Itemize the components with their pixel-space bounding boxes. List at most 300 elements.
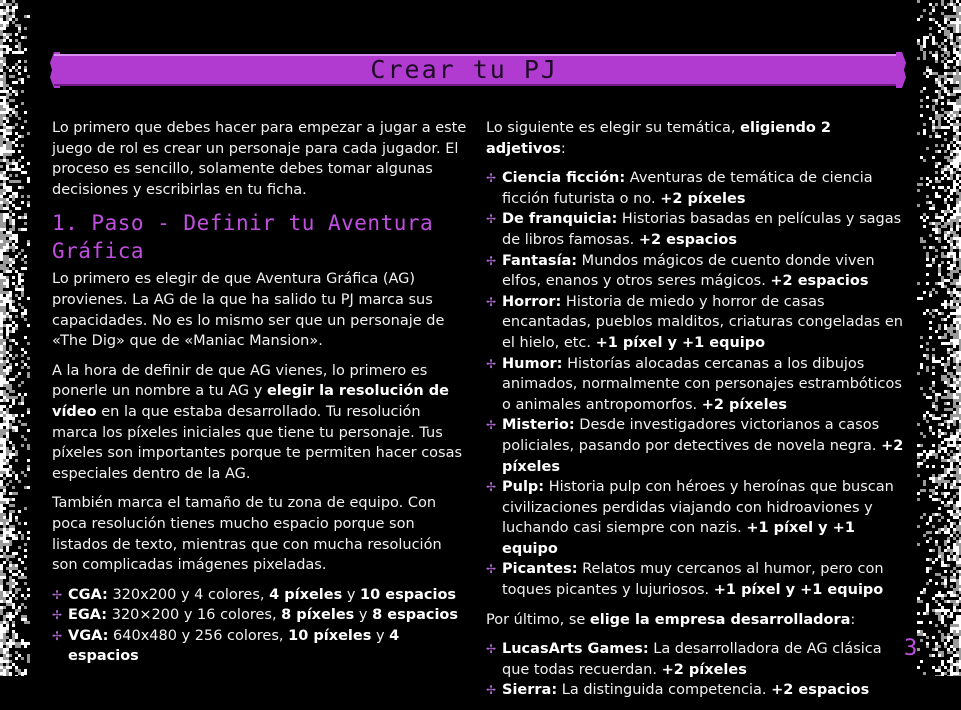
noise-pixel: [0, 378, 3, 381]
noise-pixel: [6, 12, 9, 15]
noise-pixel: [6, 591, 9, 594]
noise-pixel: [0, 141, 3, 144]
noise-pixel: [944, 528, 947, 531]
noise-pixel: [944, 51, 947, 54]
noise-pixel: [15, 207, 18, 210]
noise-pixel: [944, 48, 947, 51]
noise-pixel: [941, 48, 944, 51]
noise-pixel: [956, 36, 959, 39]
noise-pixel: [953, 549, 956, 552]
noise-pixel: [3, 81, 6, 84]
noise-pixel: [944, 150, 947, 153]
noise-pixel: [941, 312, 944, 315]
noise-pixel: [21, 51, 24, 54]
noise-pixel: [12, 222, 15, 225]
noise-pixel: [0, 189, 3, 192]
noise-pixel: [24, 261, 27, 264]
noise-pixel: [21, 576, 24, 579]
noise-pixel: [3, 108, 6, 111]
noise-pixel: [953, 591, 956, 594]
noise-pixel: [917, 456, 920, 459]
noise-pixel: [923, 591, 926, 594]
noise-pixel: [3, 291, 6, 294]
noise-pixel: [3, 423, 6, 426]
noise-pixel: [0, 111, 3, 114]
developer-intro: [486, 610, 904, 631]
noise-pixel: [0, 630, 3, 633]
noise-pixel: [3, 399, 6, 402]
noise-pixel: [932, 597, 935, 600]
noise-pixel: [6, 594, 9, 597]
noise-pixel: [956, 564, 959, 567]
noise-pixel: [6, 414, 9, 417]
noise-pixel: [944, 363, 947, 366]
noise-pixel: [950, 420, 953, 423]
noise-pixel: [0, 573, 3, 576]
noise-pixel: [3, 0, 6, 3]
noise-pixel: [938, 612, 941, 615]
noise-pixel: [950, 636, 953, 639]
noise-pixel: [0, 60, 3, 63]
noise-pixel: [6, 120, 9, 123]
noise-pixel: [21, 573, 24, 576]
theme-intro: [486, 118, 904, 159]
noise-pixel: [6, 294, 9, 297]
noise-pixel: [950, 663, 953, 666]
noise-pixel: [953, 66, 956, 69]
noise-pixel: [953, 513, 956, 516]
noise-pixel: [941, 621, 944, 624]
noise-pixel: [24, 486, 27, 489]
noise-pixel: [0, 252, 3, 255]
noise-pixel: [24, 423, 27, 426]
noise-pixel: [956, 282, 959, 285]
noise-pixel: [27, 459, 30, 462]
noise-pixel: [18, 672, 21, 675]
noise-pixel: [9, 618, 12, 621]
noise-pixel: [0, 312, 3, 315]
noise-pixel: [917, 57, 920, 60]
noise-pixel: [956, 453, 959, 456]
noise-pixel: [944, 420, 947, 423]
noise-pixel: [24, 312, 27, 315]
text: en la que estaba desarrollado. Tu resolución marca los píxeles iniciales que tiene tu personaje. Tus píxeles son importantes porque te permiten hacer cosas especiales dentro de la AG.: [52, 403, 463, 482]
noise-pixel: [956, 246, 959, 249]
noise-pixel: [950, 339, 953, 342]
noise-pixel: [950, 111, 953, 114]
noise-pixel: [12, 492, 15, 495]
noise-pixel: [956, 132, 959, 135]
noise-pixel: [956, 201, 959, 204]
noise-pixel: [944, 369, 947, 372]
noise-pixel: [938, 264, 941, 267]
noise-pixel: [950, 330, 953, 333]
noise-pixel: [6, 447, 9, 450]
noise-pixel: [941, 261, 944, 264]
noise-pixel: [24, 522, 27, 525]
noise-pixel: [15, 3, 18, 6]
noise-pixel: [953, 672, 956, 675]
noise-pixel: [920, 240, 923, 243]
noise-pixel: [950, 384, 953, 387]
item-desc: Aventuras de temática de ciencia ficción futurista o no.: [502, 170, 873, 207]
noise-pixel: [24, 318, 27, 321]
noise-pixel: [3, 447, 6, 450]
noise-pixel: [0, 438, 3, 441]
noise-pixel: [6, 372, 9, 375]
noise-pixel: [9, 615, 12, 618]
noise-pixel: [3, 246, 6, 249]
noise-pixel: [932, 228, 935, 231]
noise-pixel: [941, 219, 944, 222]
noise-pixel: [0, 342, 3, 345]
noise-pixel: [956, 279, 959, 282]
noise-pixel: [6, 396, 9, 399]
noise-pixel: [935, 669, 938, 672]
noise-pixel: [24, 582, 27, 585]
noise-pixel: [956, 663, 959, 666]
noise-pixel: [950, 159, 953, 162]
noise-pixel: [0, 69, 3, 72]
noise-pixel: [956, 18, 959, 21]
noise-pixel: [950, 291, 953, 294]
noise-pixel: [0, 522, 3, 525]
noise-pixel: [950, 246, 953, 249]
item-bonus: +1 píxel y +1 equipo: [595, 334, 766, 351]
noise-pixel: [6, 189, 9, 192]
noise-pixel: [941, 558, 944, 561]
noise-pixel: [935, 81, 938, 84]
noise-pixel: [932, 9, 935, 12]
noise-pixel: [944, 495, 947, 498]
noise-pixel: [27, 444, 30, 447]
item-desc: 640x480 y 256 colores,: [108, 627, 289, 644]
item-desc: Historías alocadas cercanas a los dibujos animados, normalmente con personajes estrambóticos o animales antropomorfos.: [502, 355, 902, 413]
noise-pixel: [932, 108, 935, 111]
noise-pixel: [3, 555, 6, 558]
noise-pixel: [0, 75, 3, 78]
sparkle-icon: ✢: [486, 418, 497, 433]
noise-pixel: [923, 291, 926, 294]
noise-pixel: [938, 117, 941, 120]
noise-pixel: [3, 225, 6, 228]
noise-pixel: [944, 222, 947, 225]
noise-pixel: [3, 636, 6, 639]
noise-pixel: [953, 48, 956, 51]
noise-pixel: [21, 36, 24, 39]
noise-pixel: [12, 21, 15, 24]
emphasis: elegir la resolución de vídeo: [52, 383, 449, 420]
noise-pixel: [0, 600, 3, 603]
noise-pixel: [9, 228, 12, 231]
noise-pixel: [950, 375, 953, 378]
noise-pixel: [950, 417, 953, 420]
noise-pixel: [923, 633, 926, 636]
noise-pixel: [9, 186, 12, 189]
noise-pixel: [953, 102, 956, 105]
noise-pixel: [935, 126, 938, 129]
noise-pixel: [950, 666, 953, 669]
noise-pixel: [932, 309, 935, 312]
item-bonus: +2 píxeles: [660, 190, 746, 207]
noise-pixel: [6, 15, 9, 18]
noise-pixel: [923, 417, 926, 420]
noise-pixel: [3, 279, 6, 282]
noise-pixel: [0, 84, 3, 87]
noise-pixel: [6, 648, 9, 651]
noise-pixel: [929, 567, 932, 570]
noise-pixel: [938, 216, 941, 219]
noise-pixel: [12, 510, 15, 513]
noise-pixel: [941, 144, 944, 147]
noise-pixel: [15, 315, 18, 318]
noise-pixel: [941, 216, 944, 219]
noise-pixel: [21, 561, 24, 564]
noise-pixel: [953, 354, 956, 357]
noise-pixel: [3, 414, 6, 417]
noise-pixel: [941, 597, 944, 600]
noise-pixel: [12, 594, 15, 597]
noise-pixel: [926, 465, 929, 468]
noise-pixel: [950, 282, 953, 285]
noise-pixel: [0, 549, 3, 552]
noise-pixel: [3, 135, 6, 138]
text: :: [560, 140, 566, 157]
noise-pixel: [18, 522, 21, 525]
noise-pixel: [6, 255, 9, 258]
noise-pixel: [6, 168, 9, 171]
noise-pixel: [938, 609, 941, 612]
item-and: y: [342, 586, 361, 603]
noise-pixel: [926, 216, 929, 219]
noise-pixel: [27, 243, 30, 246]
noise-pixel: [941, 60, 944, 63]
noise-pixel: [956, 501, 959, 504]
noise-pixel: [953, 342, 956, 345]
list-item: [486, 209, 904, 250]
noise-pixel: [938, 549, 941, 552]
noise-pixel: [938, 75, 941, 78]
noise-pixel: [932, 105, 935, 108]
noise-pixel: [15, 324, 18, 327]
noise-pixel: [947, 384, 950, 387]
paragraph-resolution: [52, 361, 470, 485]
noise-pixel: [935, 132, 938, 135]
noise-pixel: [956, 327, 959, 330]
noise-pixel: [953, 117, 956, 120]
noise-pixel: [0, 372, 3, 375]
noise-pixel: [950, 78, 953, 81]
noise-pixel: [21, 402, 24, 405]
noise-pixel: [3, 180, 6, 183]
noise-pixel: [15, 396, 18, 399]
noise-pixel: [932, 498, 935, 501]
noise-pixel: [935, 222, 938, 225]
noise-pixel: [3, 657, 6, 660]
noise-pixel: [917, 183, 920, 186]
noise-pixel: [953, 654, 956, 657]
noise-pixel: [3, 102, 6, 105]
noise-pixel: [932, 492, 935, 495]
noise-pixel: [929, 654, 932, 657]
noise-pixel: [947, 558, 950, 561]
noise-pixel: [24, 66, 27, 69]
noise-pixel: [956, 177, 959, 180]
noise-pixel: [944, 471, 947, 474]
noise-pixel: [950, 303, 953, 306]
noise-pixel: [944, 45, 947, 48]
noise-pixel: [932, 360, 935, 363]
noise-pixel: [923, 9, 926, 12]
noise-pixel: [950, 210, 953, 213]
noise-pixel: [15, 492, 18, 495]
noise-pixel: [950, 123, 953, 126]
noise-pixel: [947, 633, 950, 636]
noise-pixel: [941, 177, 944, 180]
noise-pixel: [0, 336, 3, 339]
noise-pixel: [6, 453, 9, 456]
noise-pixel: [944, 525, 947, 528]
noise-pixel: [920, 633, 923, 636]
noise-pixel: [944, 540, 947, 543]
noise-pixel: [950, 162, 953, 165]
noise-pixel: [941, 480, 944, 483]
noise-pixel: [956, 24, 959, 27]
noise-pixel: [932, 222, 935, 225]
noise-pixel: [944, 72, 947, 75]
noise-pixel: [9, 69, 12, 72]
noise-pixel: [935, 498, 938, 501]
noise-pixel: [956, 174, 959, 177]
noise-pixel: [12, 636, 15, 639]
noise-pixel: [926, 264, 929, 267]
noise-pixel: [9, 582, 12, 585]
noise-pixel: [953, 507, 956, 510]
noise-pixel: [947, 510, 950, 513]
noise-pixel: [24, 474, 27, 477]
noise-pixel: [956, 654, 959, 657]
noise-pixel: [0, 294, 3, 297]
noise-pixel: [923, 612, 926, 615]
noise-pixel: [920, 345, 923, 348]
noise-pixel: [3, 537, 6, 540]
noise-pixel: [944, 66, 947, 69]
noise-pixel: [12, 447, 15, 450]
noise-pixel: [932, 6, 935, 9]
noise-pixel: [944, 480, 947, 483]
noise-pixel: [932, 366, 935, 369]
noise-pixel: [18, 609, 21, 612]
noise-pixel: [956, 324, 959, 327]
noise-pixel: [929, 489, 932, 492]
noise-pixel: [950, 570, 953, 573]
noise-pixel: [932, 384, 935, 387]
noise-pixel: [9, 390, 12, 393]
noise-pixel: [950, 114, 953, 117]
noise-pixel: [24, 255, 27, 258]
noise-pixel: [947, 219, 950, 222]
noise-pixel: [956, 120, 959, 123]
noise-pixel: [12, 330, 15, 333]
noise-pixel: [0, 237, 3, 240]
noise-pixel: [9, 339, 12, 342]
noise-pixel: [953, 642, 956, 645]
noise-pixel: [15, 234, 18, 237]
noise-pixel: [6, 435, 9, 438]
noise-pixel: [24, 567, 27, 570]
noise-pixel: [926, 66, 929, 69]
noise-pixel: [941, 252, 944, 255]
noise-pixel: [3, 642, 6, 645]
noise-pixel: [0, 291, 3, 294]
noise-pixel: [950, 600, 953, 603]
noise-pixel: [917, 600, 920, 603]
noise-pixel: [3, 249, 6, 252]
noise-pixel: [0, 393, 3, 396]
noise-pixel: [941, 0, 944, 3]
noise-pixel: [953, 405, 956, 408]
noise-pixel: [24, 336, 27, 339]
noise-pixel: [953, 105, 956, 108]
noise-pixel: [935, 195, 938, 198]
noise-pixel: [935, 453, 938, 456]
noise-pixel: [0, 495, 3, 498]
noise-pixel: [956, 126, 959, 129]
noise-pixel: [9, 354, 12, 357]
noise-pixel: [953, 420, 956, 423]
noise-pixel: [920, 516, 923, 519]
noise-pixel: [947, 303, 950, 306]
noise-pixel: [953, 78, 956, 81]
noise-pixel: [950, 270, 953, 273]
noise-pixel: [0, 138, 3, 141]
noise-pixel: [938, 594, 941, 597]
noise-pixel: [3, 351, 6, 354]
noise-pixel: [926, 558, 929, 561]
noise-pixel: [953, 159, 956, 162]
noise-pixel: [0, 465, 3, 468]
noise-pixel: [935, 255, 938, 258]
noise-pixel: [15, 24, 18, 27]
noise-pixel: [0, 408, 3, 411]
noise-pixel: [935, 360, 938, 363]
noise-pixel: [941, 12, 944, 15]
noise-pixel: [938, 273, 941, 276]
noise-pixel: [15, 651, 18, 654]
noise-pixel: [0, 669, 3, 672]
noise-pixel: [0, 585, 3, 588]
noise-pixel: [9, 168, 12, 171]
noise-pixel: [12, 624, 15, 627]
noise-pixel: [15, 573, 18, 576]
noise-pixel: [950, 267, 953, 270]
noise-pixel: [941, 186, 944, 189]
noise-pixel: [9, 174, 12, 177]
noise-pixel: [929, 495, 932, 498]
noise-pixel: [15, 564, 18, 567]
noise-pixel: [12, 150, 15, 153]
noise-pixel: [6, 279, 9, 282]
right-column: [486, 118, 904, 710]
noise-pixel: [0, 429, 3, 432]
noise-pixel: [929, 72, 932, 75]
noise-pixel: [0, 426, 3, 429]
noise-pixel: [923, 393, 926, 396]
noise-pixel: [953, 213, 956, 216]
noise-pixel: [15, 45, 18, 48]
noise-pixel: [6, 18, 9, 21]
noise-pixel: [9, 441, 12, 444]
